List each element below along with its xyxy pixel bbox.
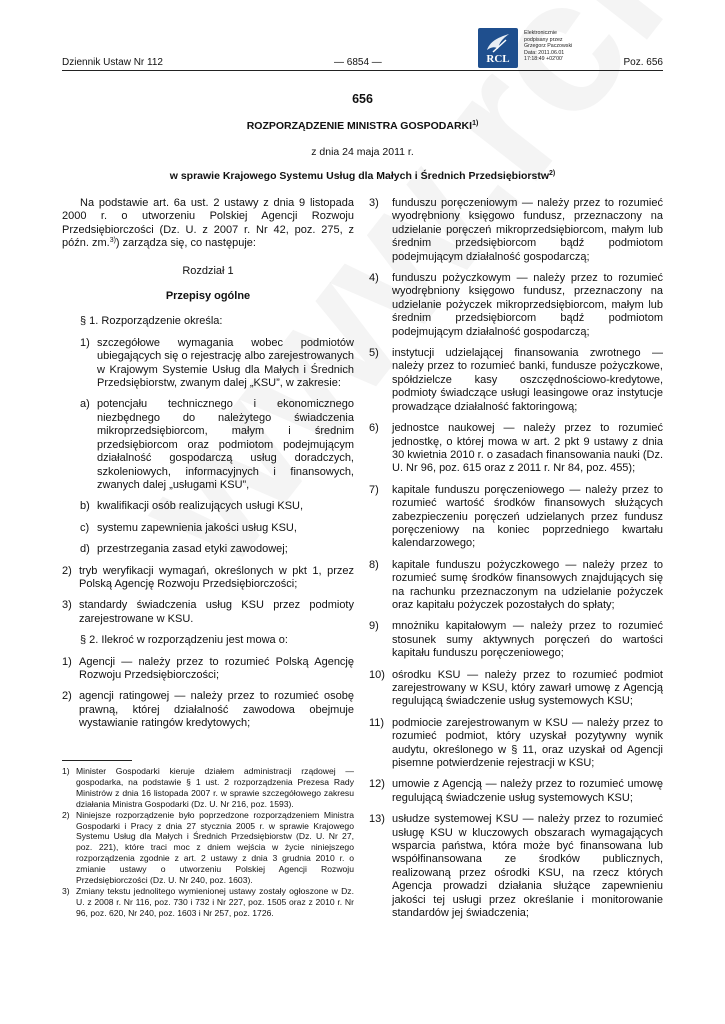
footnote — [62, 766, 354, 810]
list-item — [80, 337, 354, 391]
list-marker: 6) — [369, 422, 379, 435]
act-number: 656 — [352, 92, 373, 106]
definition-item — [369, 197, 663, 264]
list-item — [62, 690, 354, 730]
list-text: szczegółowe wymagania wobec podmiotów ubiegających się o rejestrację albo zarejestrowanych w Krajowym Systemie Usług dla Małych i Średnich Przedsiębiorstw, zwanym dalej „KSU”, w zakresie: — [97, 336, 354, 390]
list-marker: 2) — [62, 690, 72, 703]
signature-line: Grzegorz Paczowski — [524, 43, 573, 50]
sub-list-item — [80, 398, 354, 492]
left-column — [62, 197, 354, 739]
footnote-marker: 3) — [62, 885, 70, 896]
page-number: — 6854 — — [334, 57, 382, 68]
list-text: kapitale funduszu pożyczkowego — należy przez to rozumieć sumę środków finansowych znajdujących się na rachunku przeznaczonym na udzielanie pożyczek oraz kapitału pożyczek pozostałych do spłaty; — [392, 558, 663, 611]
footnote-marker: 2) — [62, 809, 70, 820]
list-item — [62, 565, 354, 592]
list-marker: 12) — [369, 778, 385, 791]
paragraph-1: § 1. Rozporządzenie określa: — [80, 315, 223, 328]
list-marker: 3) — [62, 599, 72, 612]
list-text: podmiocie zarejestrowanym w KSU — należy przez to rozumieć podmiot, który uzyskał pozytywny wynik audytu, określonego w § 11, oraz uzyskał od Agencji pisemne potwierdzenie rejestracji w KSU; — [392, 716, 663, 770]
act-title — [0, 120, 725, 132]
chapter-number: Rozdział 1 — [182, 264, 234, 277]
definition-item — [369, 717, 663, 771]
act-title-text: ROZPORZĄDZENIE MINISTRA GOSPODARKI — [246, 120, 473, 132]
chapter-title: Przepisy ogólne — [165, 290, 251, 303]
signature-line: Data: 2011.06.01 — [524, 49, 565, 56]
list-marker: c) — [80, 521, 90, 534]
footnote-ref: 2) — [549, 170, 556, 177]
list-text: instytucji udzielającej finansowania zwrotnego — należy przez to rozumieć banki, fundusze pożyczkowe, spółdzielcze kasy oszczędnościowo-kredytowe, podmioty świadczące usługi leasingowe oraz instytucje prowadzące działalność faktoringową; — [392, 347, 663, 413]
list-text: ośrodku KSU — należy przez to rozumieć podmiot zarejestrowany w KSU, który zawarł umowę z Agencją regulującą świadczenie usług systemowych KSU; — [392, 668, 663, 708]
definition-item — [369, 778, 663, 805]
definition-item — [369, 669, 663, 709]
footnote-text: Zmiany tekstu jednolitego wymienionej ustawy zostały ogłoszone w Dz. U. z 2008 r. Nr 116, poz. 730 i 732 i Nr 227, poz. 1505 oraz z 2010 r. Nr 96, poz. 620, Nr 240, poz. 1603 i Nr 257, poz. 1726. — [76, 885, 354, 918]
sub-list-item — [80, 522, 354, 535]
act-subject — [0, 170, 725, 182]
definition-item — [369, 484, 663, 551]
list-text: przestrzegania zasad etyki zawodowej; — [97, 543, 288, 556]
list-marker: b) — [80, 500, 90, 513]
list-marker: 10) — [369, 668, 385, 681]
list-text: agencji ratingowej — należy przez to rozumieć osobę prawną, której działalność zawodowa obejmuje wystawianie ratingów kredytowych; — [79, 690, 354, 730]
paragraph-2: § 2. Ilekroć w rozporządzeniu jest mowa o: — [80, 634, 288, 647]
footnote — [62, 886, 354, 919]
list-marker: 8) — [369, 558, 379, 571]
running-header — [62, 50, 663, 71]
sub-list-item — [80, 500, 354, 513]
footnote-rule — [62, 760, 132, 761]
journal-name: Dziennik Ustaw Nr 112 — [62, 57, 163, 68]
footnote-ref: 3) — [109, 237, 116, 245]
definition-item — [369, 813, 663, 920]
list — [80, 337, 354, 391]
list-text: kapitale funduszu poręczeniowego — należy przez to rozumieć wartość środków finansowych służących zabezpieczeniu poręczeń udzielanych przez fundusz poręczeniowy na koniec poprzedniego kwartału kalendarzowego; — [392, 483, 663, 550]
list-marker: 11) — [369, 716, 385, 729]
list-marker: 1) — [80, 336, 90, 349]
list-text: umowie z Agencją — należy przez to rozumieć umowę regulującą świadczenie usług systemowych KSU; — [392, 778, 663, 804]
footnote-marker: 1) — [62, 766, 70, 776]
definition-item — [369, 422, 663, 476]
act-subject-text: w sprawie Krajowego Systemu Usług dla Małych i Średnich Przedsiębiorstw — [169, 170, 550, 182]
list-marker: d) — [80, 543, 90, 556]
act-date: z dnia 24 maja 2011 r. — [311, 146, 414, 158]
list-marker: 3) — [369, 197, 379, 209]
list-text: funduszu pożyczkowym — należy przez to rozumieć wyodrębniony księgowo fundusz, przeznaczony na udzielanie pożyczek mikroprzedsiębiorcom, małym lub średnim przedsiębiorcom bądź podmiotom podejmującym działalność gospodarczą; — [392, 272, 663, 338]
signature-line: 17:18:49 +02'00' — [524, 56, 563, 63]
definition-item — [369, 620, 663, 660]
definition-item — [369, 347, 663, 414]
footnote-text: Niniejsze rozporządzenie było poprzedzone rozporządzeniem Ministra Gospodarki i Pracy z dnia 27 stycznia 2005 r. w sprawie Krajowego Systemu Usług dla Małych i Średnich Przedsiębiorstw (Dz. U. Nr 27, poz. 221), które traci moc z dniem wejścia w życie niniejszego rozporządzenia zgodnie z art. 2 ustawy z dnia 3 grudnia 2010 r. o zmianie ustawy o utworzeniu Polskiej Agencji Rozwoju Przedsiębiorczości (Dz. U. Nr 240, poz. 1603). — [76, 809, 354, 886]
list-marker: 7) — [369, 483, 379, 496]
preamble — [62, 197, 354, 251]
footnotes — [62, 766, 354, 919]
list — [62, 565, 354, 627]
signature-line: Elektronicznie — [524, 30, 557, 36]
list-marker: 2) — [62, 564, 72, 577]
list-text: funduszu poręczeniowym — należy przez to rozumieć wyodrębniony księgowo fundusz, przeznaczony na udzielanie poręczeń mikroprzedsiębiorcom, małym lub średnim przedsiębiorcom bądź podmiotom podejmującym działalność gospodarczą; — [392, 197, 663, 263]
list-text: standardy świadczenia usług KSU przez podmioty zarejestrowane w KSU. — [79, 599, 354, 625]
definition-item — [369, 272, 663, 339]
list-text: usłudze systemowej KSU — należy przez to rozumieć usługę KSU w kluczowych obszarach wymagających wsparcia państwa, która może być finansowana lub współfinansowana ze środków publicznych, realizowaną przez ośrodki KSU, na rzecz których Agencja prowadzi działania służące zapewnieniu jakości tej usługi przez określanie i monitorowanie standardów jej świadczenia; — [392, 813, 663, 920]
list-text: jednostce naukowej — należy przez to rozumieć jednostkę, o której mowa w art. 2 pkt 9 ustawy z dnia 30 kwietnia 2010 r. o zasadach finansowania nauki (Dz. U. Nr 96, poz. 615 oraz z 2011 r. Nr 84, poz. 455); — [392, 422, 663, 475]
sublist — [80, 398, 354, 556]
right-column — [369, 197, 663, 929]
list-item — [62, 656, 354, 683]
list-item — [62, 599, 354, 626]
preamble-text-end: ) zarządza się, co następuje: — [115, 237, 256, 250]
list-marker: 4) — [369, 272, 379, 285]
list-marker: 1) — [62, 655, 72, 668]
list-marker: 13) — [369, 813, 385, 826]
list-text: kwalifikacji osób realizujących usługi KSU, — [97, 500, 304, 513]
preamble-text: Na podstawie art. 6a ust. 2 ustawy z dnia 9 listopada 2000 r. o utworzeniu Polskiej Agencji Rozwoju Przedsiębiorczości (Dz. U. z 2007 r. Nr 42, poz. 275, z późn. zm. — [62, 197, 354, 250]
signature-line: podpisany przez — [524, 36, 563, 43]
list — [62, 656, 354, 731]
definition-item — [369, 559, 663, 613]
definitions-list — [369, 197, 663, 921]
footnote-ref: 1) — [472, 120, 479, 127]
logo-text: RCL — [486, 53, 510, 65]
list-marker: 5) — [369, 347, 379, 360]
list-text: potencjału technicznego i ekonomicznego niezbędnego do należytego świadczenia mikroprzedsiębiorcom, małym i średnim przedsiębiorcom oraz podmiotom podejmującym działalność gospodarczą usług doradczych, szkoleniowych, informacyjnych i finansowych, zwanych dalej „usługami KSU”, — [97, 398, 354, 491]
position-number: Poz. 656 — [623, 57, 663, 68]
list-marker: 9) — [369, 620, 379, 633]
list-text: Agencji — należy przez to rozumieć Polską Agencję Rozwoju Przedsiębiorczości; — [79, 655, 354, 681]
footnote — [62, 810, 354, 886]
footnote-text: Minister Gospodarki kieruje działem administracji rządowej — gospodarka, na podstawie § 1 ust. 2 rozporządzenia Prezesa Rady Ministrów z dnia 16 listopada 2007 r. w sprawie szczegółowego zakresu działania Ministra Gospodarki (Dz. U. Nr 216, poz. 1593). — [76, 766, 354, 809]
list-text: systemu zapewnienia jakości usług KSU, — [97, 521, 297, 534]
list-text: tryb weryfikacji wymagań, określonych w pkt 1, przez Polską Agencję Rozwoju Przedsiębiorczości; — [79, 564, 354, 590]
list-marker: a) — [80, 398, 90, 411]
list-text: mnożniku kapitałowym — należy przez to rozumieć stosunek sumy aktywnych poręczeń do wartości kapitału funduszu poręczeniowego; — [392, 620, 663, 660]
sub-list-item — [80, 543, 354, 556]
